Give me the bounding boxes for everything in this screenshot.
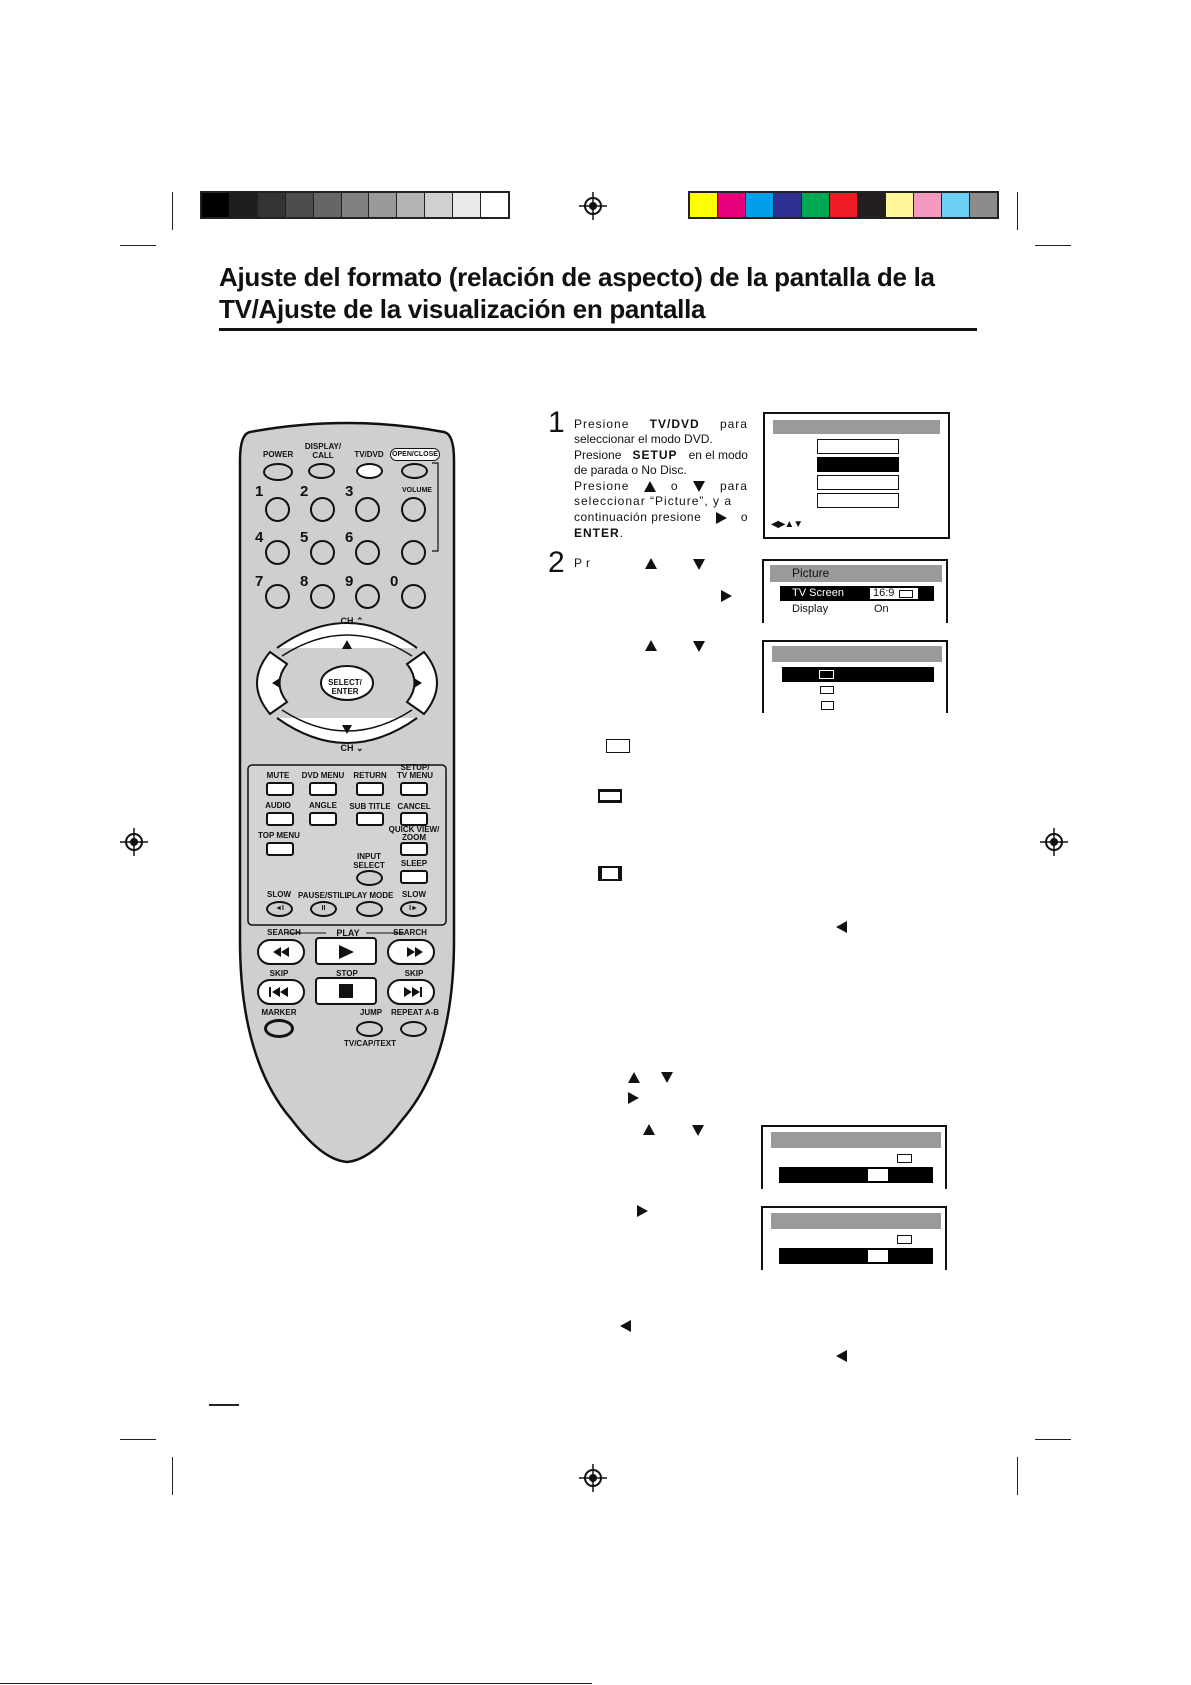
remote-label-repeat-ab: REPEAT A-B (391, 1008, 439, 1017)
calibration-swatch (230, 193, 258, 217)
step-1-presione-3: Presione (574, 478, 630, 493)
number-button-2[interactable] (310, 497, 335, 522)
sub-title-button[interactable] (356, 812, 384, 826)
remote-label-audio: AUDIO (265, 801, 291, 810)
step-1-o-2: o (740, 510, 748, 525)
volume-down-button[interactable] (401, 540, 426, 565)
calibration-swatch (718, 193, 746, 217)
mute-button[interactable] (266, 782, 294, 796)
number-button-5[interactable] (310, 540, 335, 565)
screen-4-3-letterbox-icon (606, 739, 630, 753)
step-1-line-6: seleccionar “Picture”, y a (574, 494, 733, 509)
stop-button[interactable] (316, 978, 376, 1004)
step-1-line-5 (574, 478, 748, 494)
remote-label-pause-still: PAUSE/STILL (298, 891, 350, 900)
down-arrow-icon (661, 1072, 673, 1083)
remote-label-power: POWER (263, 450, 294, 459)
crop-mark (1017, 1457, 1018, 1495)
screen-ratio-icon (897, 1154, 912, 1163)
remote-label-sleep: SLEEP (400, 859, 428, 868)
number-label-4: 4 (255, 529, 264, 546)
number-label-7: 7 (255, 573, 264, 590)
left-arrow-icon (620, 1320, 631, 1332)
osd-display-label: Display (792, 603, 829, 615)
down-arrow-icon (693, 559, 705, 570)
left-arrow-button[interactable] (262, 655, 287, 710)
calibration-swatch (970, 193, 997, 217)
down-arrow-icon (693, 481, 705, 492)
crop-mark (1035, 245, 1071, 246)
dvd-menu-button[interactable] (309, 782, 337, 796)
top-menu-button[interactable] (266, 842, 294, 856)
osd-slider-row (779, 1167, 933, 1183)
remote-label-ch-down: CH ⌄ (340, 743, 364, 753)
osd-slider-row (779, 1248, 933, 1264)
remote-label-tv-cap-text: TV/CAP/TEXT (343, 1039, 396, 1048)
remote-label-display-call: DISPLAY/ CALL (304, 442, 342, 460)
crop-mark (1035, 1439, 1071, 1440)
step-1-line-7 (574, 510, 748, 526)
remote-label-marker: MARKER (261, 1008, 297, 1017)
osd-menu-item (817, 439, 899, 454)
calibration-swatch (942, 193, 970, 217)
volume-up-button[interactable] (401, 497, 426, 522)
left-arrow-icon (836, 1350, 847, 1362)
calibration-swatch (342, 193, 370, 217)
quick-view-zoom-button[interactable] (400, 842, 428, 856)
up-arrow-icon (628, 1072, 640, 1083)
step-1-line-4: de parada o No Disc. (574, 463, 687, 478)
osd-slider-thumb (868, 1250, 888, 1262)
right-arrow-icon (716, 512, 727, 524)
remote-label-cancel: CANCEL (397, 802, 431, 811)
calibration-swatch (858, 193, 886, 217)
number-label-3: 3 (345, 483, 354, 500)
osd-header-bar (773, 420, 940, 434)
remote-label-skip-left: SKIP (269, 969, 289, 978)
crop-mark (120, 245, 156, 246)
calibration-swatch (886, 193, 914, 217)
step-1-line-3 (574, 448, 748, 463)
remote-label-slow-left: SLOW (267, 890, 291, 899)
page-number-rule (209, 1404, 239, 1406)
setup-tv-menu-button[interactable] (400, 782, 428, 796)
calibration-swatch (397, 193, 425, 217)
search-forward-button[interactable] (388, 940, 434, 964)
cancel-button[interactable] (400, 812, 428, 826)
up-arrow-icon (644, 481, 656, 492)
screen-ratio-icon (821, 701, 834, 710)
number-label-0: 0 (390, 573, 399, 590)
screen-ratio-icon (820, 686, 834, 694)
step-1-line-2: seleccionar el modo DVD. (574, 432, 713, 447)
open-close-button[interactable] (401, 463, 428, 479)
calibration-swatch (830, 193, 858, 217)
right-arrow-icon (637, 1205, 648, 1217)
number-label-9: 9 (345, 573, 354, 590)
calibration-swatch (802, 193, 830, 217)
number-button-0[interactable] (401, 584, 426, 609)
calibration-swatch (425, 193, 453, 217)
osd-display-slider-screen (761, 1125, 947, 1189)
osd-header-bar (771, 1213, 941, 1229)
remote-label-search-right: SEARCH (393, 928, 427, 937)
step-1-period: . (619, 525, 624, 540)
osd-display-value: On (874, 603, 889, 615)
number-label-5: 5 (300, 529, 309, 546)
calibration-swatch (774, 193, 802, 217)
angle-button[interactable] (309, 812, 337, 826)
return-button[interactable] (356, 782, 384, 796)
calibration-swatch (453, 193, 481, 217)
up-arrow-icon (645, 558, 657, 569)
slow-reverse-button[interactable]: ◄I (266, 901, 293, 917)
up-arrow-icon (645, 640, 657, 651)
crop-mark (172, 192, 173, 230)
remote-label-mute: MUTE (266, 771, 290, 780)
marker-button[interactable] (264, 1019, 294, 1038)
slow-forward-button[interactable]: I► (400, 901, 427, 917)
remote-label-volume: VOLUME (402, 487, 432, 494)
remote-label-play-mode: PLAY MODE (346, 891, 394, 900)
calibration-swatch (914, 193, 942, 217)
remote-label-play: PLAY (336, 928, 360, 938)
osd-setup-menu-screen (763, 412, 950, 539)
step-1-presione-2: Presione (574, 447, 622, 462)
screen-ratio-icon (819, 670, 834, 679)
remote-label-jump: JUMP (359, 1008, 383, 1017)
registration-mark-icon (579, 1464, 607, 1492)
osd-header-bar (772, 646, 942, 662)
crop-mark (1017, 192, 1018, 230)
repeat-ab-button[interactable] (400, 1021, 427, 1037)
ch-down-text: CH (340, 743, 354, 753)
calibration-swatch (746, 193, 774, 217)
step-number-1: 1 (548, 406, 565, 439)
remote-label-open-close: OPEN/CLOSE (390, 448, 440, 461)
title-underline (219, 328, 977, 331)
registration-mark-icon (1040, 828, 1068, 856)
osd-menu-item-selected (817, 457, 899, 472)
select-enter-button[interactable] (321, 668, 373, 702)
number-label-1: 1 (255, 483, 264, 500)
number-label-6: 6 (345, 529, 354, 546)
skip-back-button[interactable] (258, 980, 304, 1004)
remote-label-angle: ANGLE (309, 801, 337, 810)
osd-nav-hint: ◀▶▲▼ (771, 519, 803, 530)
osd-picture-title: Picture (792, 566, 830, 580)
step-1-text (574, 417, 748, 541)
number-button-8[interactable] (310, 584, 335, 609)
calibration-swatch (690, 193, 718, 217)
calibration-swatch (481, 193, 508, 217)
right-arrow-icon (628, 1092, 639, 1104)
ch-up-button[interactable] (292, 625, 402, 655)
osd-picture-screen (762, 559, 948, 623)
osd-menu-item (817, 475, 899, 490)
page-title: Ajuste del formato (relación de aspecto) de la pantalla de la TV/Ajuste de la visualización en pantalla (219, 262, 935, 324)
ch-up-text: CH (340, 616, 354, 626)
step-1-presione: Presione (574, 417, 630, 431)
osd-menu-item (817, 493, 899, 508)
bottom-edge-rule (0, 1683, 592, 1684)
power-button[interactable] (263, 463, 293, 481)
step-1-para-2: para (719, 478, 748, 493)
grayscale-calibration-bar (200, 191, 510, 219)
calibration-swatch (258, 193, 286, 217)
remote-label-slow-right: SLOW (402, 890, 426, 899)
play-mode-button[interactable] (356, 901, 383, 917)
step-1-setup: SETUP (632, 447, 678, 462)
display-call-button[interactable] (308, 463, 335, 479)
step-number-2: 2 (548, 546, 565, 579)
registration-mark-icon (579, 192, 607, 220)
number-button-3[interactable] (355, 497, 380, 522)
screen-ratio-icon (899, 590, 913, 598)
screen-16-9-wide-icon (598, 866, 622, 881)
osd-display-slider-screen-2 (761, 1206, 947, 1270)
ch-down-button[interactable] (292, 712, 402, 742)
remote-label-sub-title: SUB TITLE (349, 802, 391, 811)
color-calibration-bar (688, 191, 999, 219)
jump-button[interactable] (356, 1021, 383, 1037)
step-1-para: para (719, 417, 748, 431)
up-arrow-icon (643, 1124, 655, 1135)
step-1-enter: ENTER (574, 525, 620, 540)
remote-label-top-menu: TOP MENU (258, 831, 300, 840)
screen-4-3-panscan-icon (598, 789, 622, 803)
crop-mark (172, 1457, 173, 1495)
registration-mark-icon (120, 828, 148, 856)
calibration-swatch (286, 193, 314, 217)
remote-label-skip-right: SKIP (404, 969, 424, 978)
number-button-7[interactable] (265, 584, 290, 609)
number-button-6[interactable] (355, 540, 380, 565)
number-label-2: 2 (300, 483, 309, 500)
remote-label-search-left: SEARCH (267, 928, 301, 937)
step-1-continuacion: continuación presione (574, 510, 702, 525)
pause-still-button[interactable]: II (310, 901, 337, 917)
step-1-line-1 (574, 417, 748, 432)
calibration-swatch (314, 193, 342, 217)
number-label-8: 8 (300, 573, 309, 590)
input-select-button[interactable] (356, 870, 383, 886)
calibration-swatch (202, 193, 230, 217)
remote-label-stop: STOP (336, 969, 358, 978)
remote-label-input-select: INPUT SELECT (353, 852, 385, 870)
calibration-swatch (369, 193, 397, 217)
osd-tv-screen-label: TV Screen (792, 587, 844, 599)
number-button-4[interactable] (265, 540, 290, 565)
search-reverse-button[interactable] (258, 940, 304, 964)
audio-button[interactable] (266, 812, 294, 826)
play-button[interactable] (316, 938, 376, 964)
remote-label-select-enter: SELECT/ ENTER (328, 678, 362, 696)
step-1-o: o (670, 478, 679, 493)
sleep-button[interactable] (400, 870, 428, 884)
number-button-1[interactable] (265, 497, 290, 522)
osd-tv-screen-value: 16:9 (873, 587, 895, 599)
osd-tv-screen-options (762, 640, 948, 713)
remote-label-setup-tv-menu: SETUP/ TV MENU (397, 763, 433, 780)
down-arrow-icon (693, 641, 705, 652)
osd-option-selected (782, 667, 934, 682)
right-arrow-icon (721, 590, 732, 602)
number-button-9[interactable] (355, 584, 380, 609)
step-1-en-el-modo: en el modo (688, 447, 748, 462)
osd-header-bar (771, 1132, 941, 1148)
osd-slider-thumb (868, 1169, 888, 1181)
skip-forward-button[interactable] (388, 980, 434, 1004)
remote-label-quick-view-zoom: QUICK VIEW/ ZOOM (388, 825, 440, 842)
down-arrow-icon (692, 1125, 704, 1136)
right-arrow-button[interactable] (407, 655, 432, 710)
screen-ratio-icon (897, 1235, 912, 1244)
remote-label-ch-up: CH ⌃ (340, 616, 364, 626)
remote-label-return: RETURN (353, 771, 387, 780)
step-2-text: Pr (574, 556, 594, 570)
left-arrow-icon (836, 921, 847, 933)
tv-dvd-button[interactable] (356, 463, 383, 479)
remote-label-dvd-menu: DVD MENU (301, 771, 345, 780)
step-1-tv-dvd: TV/DVD (649, 417, 700, 431)
step-1-line-8 (574, 526, 748, 541)
remote-label-tv-dvd: TV/DVD (354, 450, 384, 459)
crop-mark (120, 1439, 156, 1440)
